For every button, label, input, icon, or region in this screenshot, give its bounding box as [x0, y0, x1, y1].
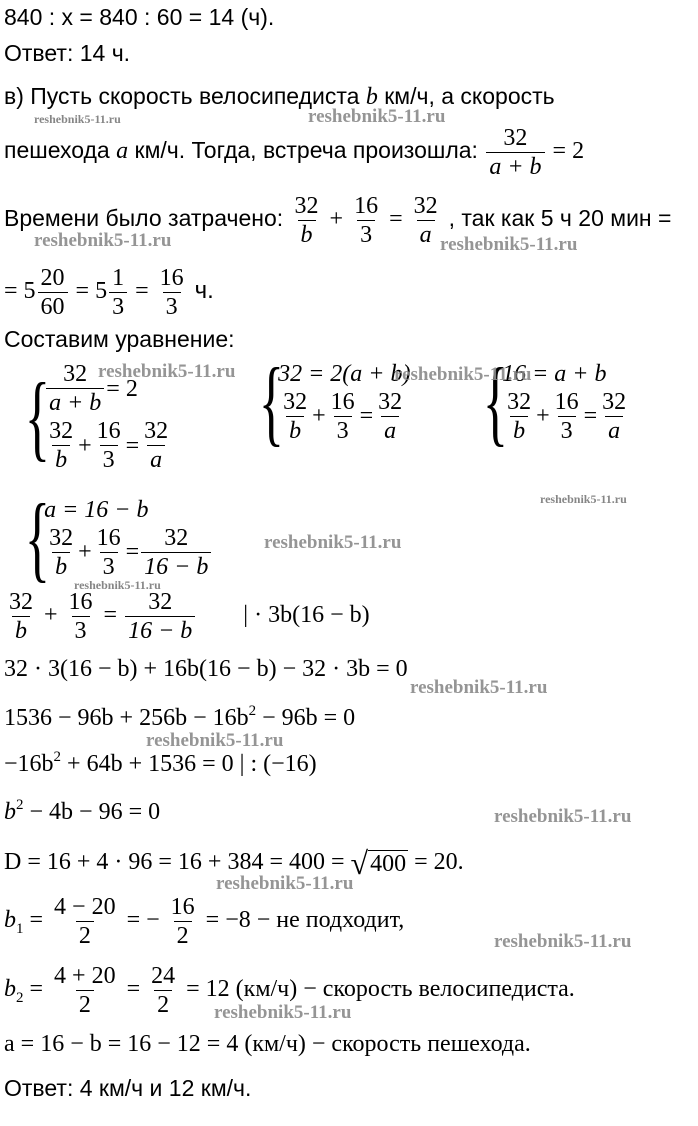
- watermark: reshebnik5-11.ru: [540, 492, 627, 506]
- time-text: Времени было затрачено:: [4, 205, 284, 232]
- system-3: { 16 = a + b $\frac{32}{b}$ + $\frac{16}{3}$ = $\frac{32}{a}$: [482, 348, 627, 455]
- watermark: reshebnik5-11.ru: [74, 578, 161, 592]
- fraction-32-over-a-plus-b: $\frac{32}{a + b}$: [46, 360, 104, 417]
- ped-text-2: . Тогда, встреча произошла:: [178, 137, 478, 164]
- answer-1: Ответ: 14 ч.: [4, 40, 131, 66]
- system-2: { 32 = 2(a + b) $\frac{32}{b}$ + $\frac{16}{3}$ = $\frac{32}{a}$: [258, 348, 411, 455]
- unit-kmh: км/ч: [134, 137, 179, 164]
- time-text-2: , так как 5 ч 20 мин =: [448, 205, 672, 232]
- paragraph-intro: [4, 82, 555, 111]
- ped-text: пешехода: [4, 137, 110, 164]
- watermark: reshebnik5-11.ru: [410, 677, 548, 698]
- fraction-32-over-a-plus-b: $\frac{32}{a + b}$: [486, 124, 544, 181]
- compose-heading: Составим уравнение:: [4, 326, 235, 352]
- equation-expanded: 32 · 3(16 − b) + 16b(16 − b) − 32 · 3b = 0: [4, 656, 408, 682]
- line-equation-1: 840 : x = 840 : 60 = 14 (ч).: [4, 4, 275, 30]
- paragraph-pedestrian: пешехода a км/ч. Тогда, встреча произошла: $\frac{32}{a + b}$ = 2: [4, 125, 585, 180]
- watermark: reshebnik5-11.ru: [34, 112, 121, 126]
- watermark: reshebnik5-11.ru: [494, 806, 632, 827]
- unit-kmh: км/ч: [384, 83, 429, 109]
- watermark: reshebnik5-11.ru: [98, 361, 236, 382]
- equation-simplified: $1536 - 96b + 256b - 16b^2 - 96b = 0$: [4, 703, 356, 731]
- fraction-1-over-3: $\frac{1}{3}$: [109, 264, 127, 321]
- fraction-32-over-b: $\frac{32}{b}$: [294, 193, 319, 248]
- equation-quadratic: $-16b^2 + 64b + 1536 = 0$ | : (−16): [4, 749, 317, 777]
- intro-text: в) Пусть скорость велосипедиста: [4, 83, 360, 109]
- system-4: { a = 16 − b $\frac{32}{b}$ + $\frac{16}{3}$ = $\frac{32}{16 - b}$: [4, 490, 213, 586]
- watermark: reshebnik5-11.ru: [394, 364, 532, 385]
- system-1: { $\frac{32}{a + b}$ = 2 $\frac{32}{b}$ + $\frac{16}{3}$ = $\frac{32}{a}$: [24, 361, 169, 473]
- fraction-16-over-3: $\frac{16}{3}$: [354, 193, 379, 248]
- sqrt-400: √ 400: [350, 845, 407, 882]
- intro-text-2: , а скорость: [428, 83, 555, 109]
- watermark: reshebnik5-11.ru: [440, 234, 578, 255]
- discriminant-line: D = 16 + 4 · 96 = 16 + 384 = 400 = √ 400 = 20.: [4, 845, 464, 882]
- fraction-20-over-60: $\frac{20}{60}$: [38, 264, 68, 321]
- pedestrian-speed-line: a = 16 − b = 16 − 12 = 4 (км/ч) − скорость пешехода.: [4, 1031, 531, 1057]
- root-b2: $b_2$ = $\frac{4 + 20}{2}$ = $\frac{24}{2}$ = 12 (км/ч) − скорость велосипедиста.: [4, 963, 575, 1018]
- fraction-16-over-3: $\frac{16}{3}$: [159, 265, 184, 320]
- answer-2: Ответ: 4 км/ч и 12 км/ч.: [4, 1075, 252, 1101]
- equation-reduced: $b^2 - 4b - 96 = 0$: [4, 797, 161, 825]
- watermark: reshebnik5-11.ru: [264, 532, 402, 553]
- watermark: reshebnik5-11.ru: [34, 230, 172, 251]
- watermark: reshebnik5-11.ru: [308, 106, 446, 127]
- watermark: reshebnik5-11.ru: [214, 1002, 352, 1023]
- root-b1: $b_1$ = $\frac{4 - 20}{2}$ = − $\frac{16}{2}$ = −8 − не подходит,: [4, 894, 405, 949]
- mixed-number-line: = 5 $\frac{20}{60}$ = 5 $\frac{1}{3}$ = $\frac{16}{3}$ ч.: [4, 265, 214, 320]
- var-b: b: [365, 84, 378, 110]
- watermark: reshebnik5-11.ru: [494, 931, 632, 952]
- watermark: reshebnik5-11.ru: [146, 730, 284, 751]
- multiply-note: | · 3b(16 − b): [243, 602, 370, 629]
- unit-hours: ч.: [194, 277, 214, 305]
- equation-fractions: $\frac{32}{b}$ + $\frac{16}{3}$ = $\frac{32}{16 - b}$ | · 3b(16 − b): [9, 589, 370, 644]
- fraction-32-over-a: $\frac{32}{a}$: [413, 193, 438, 248]
- var-a: a: [116, 138, 129, 165]
- watermark: reshebnik5-11.ru: [216, 873, 354, 894]
- time-spent-line: Времени было затрачено: $\frac{32}{b}$ + $\frac{16}{3}$ = $\frac{32}{a}$ , так как 5 ч 20 мин =: [4, 193, 672, 248]
